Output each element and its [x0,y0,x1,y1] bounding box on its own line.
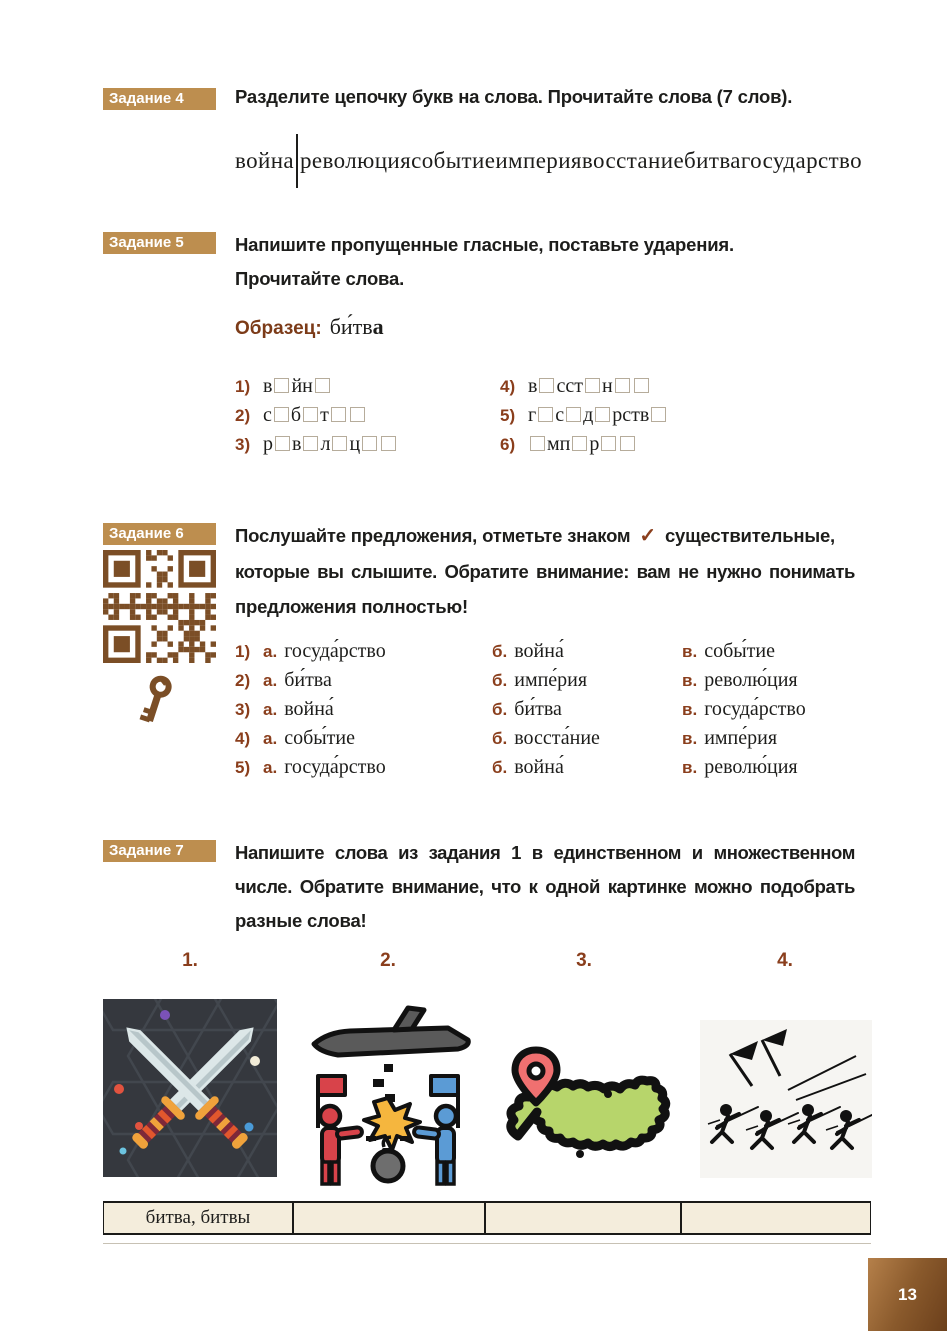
word-with-gaps: в йн [263,375,332,397]
option-а [263,637,492,667]
option-letter: б. [492,700,508,719]
option-letter: в. [682,642,698,661]
option-б [492,637,682,667]
task7-title [235,836,855,938]
letter-gap-box [274,407,289,422]
task7-title-line1: Напишите слова из задания 1 в единственном и множественном [235,842,855,863]
option-letter: в. [682,671,698,690]
task5-item [235,401,500,430]
letter-gap-box [331,407,346,422]
option-word: импе́рия [514,669,588,691]
option-word: собы́тие [704,640,775,662]
option-б [492,724,682,754]
task6-row [235,666,875,695]
qr-code [103,550,216,663]
letter-gap-box [350,407,365,422]
word-with-gaps: г с д рств [528,404,668,426]
chain-first-word: война [235,148,295,173]
letter-gap-box [530,436,545,451]
option-letter: б. [492,758,508,777]
answer-cell [486,1203,682,1233]
option-letter: а. [263,700,278,719]
answer-cell: битва, битвы [103,1203,294,1233]
option-letter: в. [682,729,698,748]
item-number: 3) [235,700,251,719]
letter-gap-box [651,407,666,422]
option-word: би́тва [284,669,332,691]
task6-row [235,724,875,753]
option-word: би́тва [514,698,562,720]
task5-item [500,430,847,459]
checkmark-icon: ✓ [639,525,656,547]
answer-table [103,1201,871,1235]
page-number: 13 [898,1284,917,1304]
picture-number: 3. [576,950,592,971]
task5-label: Задание 5 [103,232,216,254]
option-word: госуда́рство [704,698,806,720]
chain-separator-line [296,134,298,188]
item-number: 3) [235,435,251,454]
task6-title [235,518,855,624]
option-а [263,753,492,783]
letter-gap-box [303,407,318,422]
task5-column-2 [500,372,847,459]
answer-cell [682,1203,871,1233]
letter-chain [235,133,862,189]
option-letter: б. [492,729,508,748]
word-with-gaps: с б т [263,404,367,426]
task7-title-line3: разные слова! [235,910,367,931]
option-word: револю́ция [704,669,798,691]
task6-title-line2: которые вы слышите. Обратите внимание: вам не нужно понимать [235,561,855,582]
item-number: 2) [235,406,251,425]
task5-title [235,228,855,296]
picture-number: 4. [777,950,793,971]
task5-item [235,430,500,459]
option-в [682,695,855,725]
option-letter: а. [263,729,278,748]
option-letter: в. [682,758,698,777]
option-word: собы́тие [284,727,355,749]
chain-rest: революциясобытиеимпериявосстаниебитвагосударство [300,148,863,173]
option-word: восста́ние [514,727,600,749]
task5-title-line1: Напишите пропущенные гласные, поставьте ударения. [235,234,734,255]
letter-gap-box [303,436,318,451]
task6-title-line3: предложения полностью! [235,596,468,617]
option-word: война́ [284,698,334,720]
task4-title: Разделите цепочку букв на слова. Прочитайте слова (7 слов). [235,86,793,107]
letter-gap-box [566,407,581,422]
table-underline [103,1243,871,1244]
option-letter: а. [263,642,278,661]
option-в [682,666,855,696]
letter-gap-box [615,378,630,393]
option-б [492,695,682,725]
sample-word: би́тва [329,314,384,339]
option-а [263,666,492,696]
item-number: 6) [500,435,516,454]
task5-item [500,372,847,401]
answer-cell [294,1203,486,1233]
letter-gap-box [275,436,290,451]
picture-number: 2. [380,950,396,971]
task5-column-1 [235,372,500,459]
letter-gap-box [585,378,600,393]
option-word: госуда́рство [284,640,386,662]
option-letter: б. [492,671,508,690]
item-number: 5) [500,406,516,425]
letter-gap-box [601,436,616,451]
option-letter: а. [263,758,278,777]
option-а [263,724,492,754]
page-number-badge [868,1258,947,1331]
option-в [682,637,855,667]
task6-row [235,637,875,666]
crossed-swords-image [103,999,277,1177]
word-with-gaps: в сст н [528,375,651,397]
option-letter: а. [263,671,278,690]
task6-title-line1: Послушайте предложения, отметьте знаком ✓ существительные, [235,525,835,547]
letter-gap-box [332,436,347,451]
option-а [263,695,492,725]
option-в [682,753,855,783]
option-word: война́ [514,756,564,778]
item-number: 2) [235,671,251,690]
letter-gap-box [315,378,330,393]
letter-gap-box [381,436,396,451]
letter-gap-box [572,436,587,451]
option-б [492,753,682,783]
task6-option-rows [235,637,875,782]
task6-row [235,753,875,782]
word-with-gaps: р в л ц [263,433,398,455]
task6-row [235,695,875,724]
item-number: 1) [235,377,251,396]
letter-gap-box [634,378,649,393]
task7-title-line2: числе. Обратите внимание, что к одной картинке можно подобрать [235,876,855,897]
letter-gap-box [539,378,554,393]
option-word: война́ [514,640,564,662]
option-letter: б. [492,642,508,661]
task6-label: Задание 6 [103,523,216,545]
letter-gap-box [595,407,610,422]
letter-gap-box [362,436,377,451]
task5-item [500,401,847,430]
letter-gap-box [620,436,635,451]
letter-gap-box [538,407,553,422]
option-word: госуда́рство [284,756,386,778]
item-number: 5) [235,758,251,777]
picture-number: 1. [182,950,198,971]
task5-items [235,372,855,459]
option-б [492,666,682,696]
country-map-pin-image [488,1038,683,1186]
item-number: 1) [235,642,251,661]
task5-item [235,372,500,401]
item-number: 4) [500,377,516,396]
option-в [682,724,855,754]
word-with-gaps: мп р [528,433,637,455]
item-number: 4) [235,729,251,748]
task4-label: Задание 4 [103,88,216,110]
option-word: импе́рия [704,727,778,749]
sample-label: Образец: [235,318,322,339]
letter-gap-box [274,378,289,393]
option-word: револю́ция [704,756,798,778]
task5-sample [235,314,384,340]
task7-label: Задание 7 [103,840,216,862]
option-letter: в. [682,700,698,719]
uprising-crowd-image [700,1020,872,1178]
war-conflict-image [298,1000,478,1186]
task5-title-line2: Прочитайте слова. [235,268,405,289]
answer-key-icon [133,674,179,728]
